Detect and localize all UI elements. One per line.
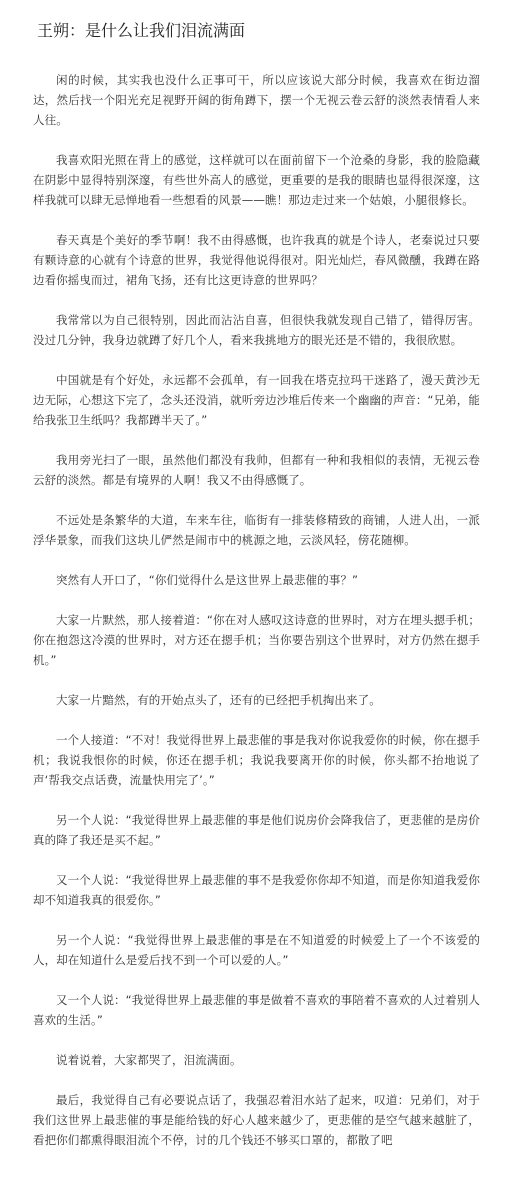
paragraph: 说着说着，大家都哭了，泪流满面。 <box>56 1053 242 1067</box>
paragraph: 又一个人说：“我觉得世界上最悲催的事是做着不喜欢的事陪着不喜欢的人过着别人喜欢的生活。” <box>33 993 480 1027</box>
paragraph: 不远处是条繁华的大道，车来车往，临街有一排装修精致的商铺，人进人出，一派浮华景象，而我们这块儿俨然是闹市中的桃源之地，云淡风轻，傍花随柳。 <box>33 513 480 547</box>
paragraph: 我用旁光扫了一眼，虽然他们都没有我帅，但都有一种和我相似的表情，无视云卷云舒的淡然。都是有境界的人啊！我又不由得感慨了。 <box>33 453 480 487</box>
paragraph: 另一个人说：“我觉得世界上最悲催的事是在不知道爱的时候爱上了一个不该爱的人，却在知道什么是爱后找不到一个可以爱的人。” <box>33 933 480 967</box>
paragraph: 突然有人开口了，“你们觉得什么是这世界上最悲催的事？” <box>56 573 359 587</box>
paragraph: 又一个人说：“我觉得世界上最悲催的事不是我爱你你却不知道，而是你知道我爱你却不知道我真的很爱你。” <box>33 873 480 907</box>
paragraph: 最后，我觉得自己有必要说点话了，我强忍着泪水站了起来，叹道：兄弟们，对于我们这世界上最悲催的事是能给钱的好心人越来越少了，更悲催的是空气越来越脏了，看把你们都熏得眼泪流个不停，讨的几个钱还不够买口罩的，都散了吧 <box>33 1093 480 1147</box>
paragraph: 另一个人说：“我觉得世界上最悲催的事是他们说房价会降我信了，更悲催的是房价真的降了我还是买不起。” <box>33 813 480 847</box>
paragraph: 大家一片黯然，有的开始点头了，还有的已经把手机掏出来了。 <box>56 693 381 707</box>
article-body <box>33 70 480 1150</box>
paragraph: 大家一片默然，那人接着道：“你在对人感叹这诗意的世界时，对方在埋头摁手机；你在抱怨这冷漠的世界时，对方还在摁手机；当你要告别这个世界时，对方仍然在摁手机。” <box>33 613 480 667</box>
paragraph: 我常常以为自己很特别，因此而沾沾自喜，但很快我就发现自己错了，错得厉害。没过几分钟，我身边就蹲了好几个人，看来我挑地方的眼光还是不错的，我很欣慰。 <box>33 313 480 347</box>
article-title: 王朔：是什么让我们泪流满面 <box>37 21 246 40</box>
paragraph: 中国就是有个好处，永远都不会孤单，有一回我在塔克拉玛干迷路了，漫天黄沙无边无际，心想这下完了，念头还没消，就听旁边沙堆后传来一个幽幽的声音：“兄弟，能给我张卫生纸吗？我都蹲半天了。” <box>33 373 480 427</box>
paragraph: 闲的时候，其实我也没什么正事可干，所以应该说大部分时候，我喜欢在街边溜达，然后找一个阳光充足视野开阔的街角蹲下，摆一个无视云卷云舒的淡然表情看人来人往。 <box>33 73 480 127</box>
paragraph: 我喜欢阳光照在背上的感觉，这样就可以在面前留下一个沧桑的身影，我的脸隐藏在阴影中显得特别深邃，有些世外高人的感觉，更重要的是我的眼睛也显得很深邃，这样我就可以肆无忌惮地看一些想看的风景——瞧！那边走过来一个姑娘，小腿很修长。 <box>33 153 480 207</box>
paragraph: 春天真是个美好的季节啊！我不由得感慨，也许我真的就是个诗人，老秦说过只要有颗诗意的心就有个诗意的世界，我觉得他说得很对。阳光灿烂，春风微醺，我蹲在路边看你摇曳而过，裙角飞扬，还有比这更诗意的世界吗？ <box>33 233 480 287</box>
paragraph: 一个人接道：“不对！我觉得世界上最悲催的事是我对你说我爱你的时候，你在摁手机；我说我恨你的时候，你还在摁手机；我说我要离开你的时候，你头都不抬地说了声‘帮我交点话费，流量快用完了’。” <box>33 733 480 787</box>
